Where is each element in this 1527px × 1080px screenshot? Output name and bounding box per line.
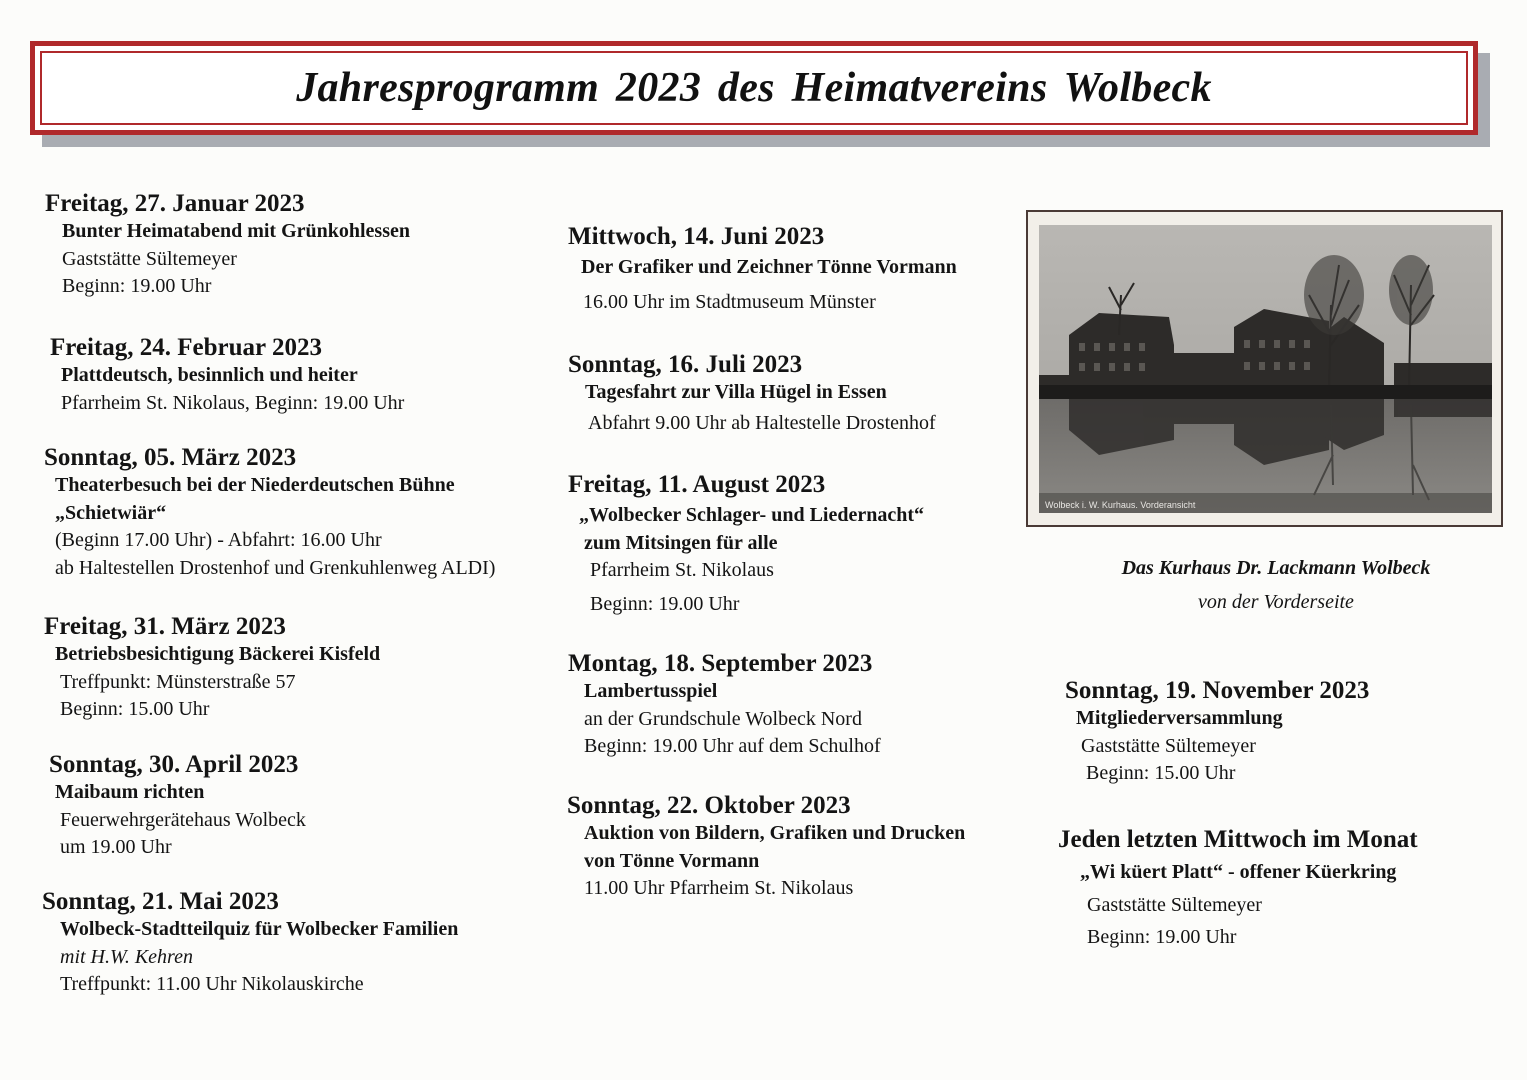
event-title: „Wolbecker Schlager- und Liedernacht“ <box>579 504 924 526</box>
photo-caption-subtitle: von der Vorderseite <box>1198 591 1354 613</box>
event-location: Gaststätte Sültemeyer <box>1087 893 1262 916</box>
event-time: Beginn: 19.00 Uhr <box>1087 926 1237 948</box>
event-location: Feuerwehrgerätehaus Wolbeck <box>60 808 306 831</box>
event-date: Freitag, 27. Januar 2023 <box>45 190 305 217</box>
event-location: an der Grundschule Wolbeck Nord <box>584 707 862 730</box>
photo-caption-title: Das Kurhaus Dr. Lackmann Wolbeck <box>1121 557 1431 579</box>
event-location: 11.00 Uhr Pfarrheim St. Nikolaus <box>584 877 854 899</box>
event-time: Beginn: 19.00 Uhr <box>62 275 212 297</box>
event-title: Tagesfahrt zur Villa Hügel in Essen <box>585 381 887 403</box>
event-march-bakery <box>44 613 564 724</box>
event-july <box>568 351 1088 437</box>
event-location: Treffpunkt: 11.00 Uhr Nikolauskirche <box>60 973 364 995</box>
event-location: Treffpunkt: Münsterstraße 57 <box>60 670 296 693</box>
event-subtitle: „Schietwiär“ <box>55 501 167 524</box>
postcard-text: Wolbeck i. W. Kurhaus. Vorderansicht <box>1045 500 1196 510</box>
event-date: Sonntag, 21. Mai 2023 <box>42 888 279 915</box>
event-september <box>568 650 1088 761</box>
event-date: Freitag, 24. Februar 2023 <box>50 334 322 361</box>
event-june <box>568 223 1088 316</box>
event-location: Gaststätte Sültemeyer <box>62 247 237 270</box>
event-january <box>45 190 565 301</box>
event-date: Sonntag, 05. März 2023 <box>44 444 297 471</box>
event-date: Mittwoch, 14. Juni 2023 <box>568 223 825 250</box>
title-banner-inner <box>40 51 1468 125</box>
event-title: Der Grafiker und Zeichner Tönne Vormann <box>581 256 957 278</box>
event-time: Beginn: 15.00 Uhr <box>1086 762 1236 784</box>
event-october <box>567 792 1087 903</box>
event-february <box>50 334 570 417</box>
event-title: Bunter Heimatabend mit Grünkohlessen <box>62 220 410 242</box>
event-title: Plattdeutsch, besinnlich und heiter <box>61 364 358 386</box>
event-title: Wolbeck-Stadtteilquiz für Wolbecker Familien <box>60 918 459 940</box>
event-time: (Beginn 17.00 Uhr) - Abfahrt: 16.00 Uhr <box>55 529 382 551</box>
event-date: Jeden letzten Mittwoch im Monat <box>1058 826 1418 853</box>
event-march-theatre <box>44 444 564 582</box>
event-date: Sonntag, 19. November 2023 <box>1065 677 1370 704</box>
event-location: Pfarrheim St. Nikolaus, Beginn: 19.00 Uhr <box>61 391 405 414</box>
event-title: Betriebsbesichtigung Bäckerei Kisfeld <box>55 643 381 665</box>
event-location: 16.00 Uhr im Stadtmuseum Münster <box>583 290 876 313</box>
event-location: Pfarrheim St. Nikolaus <box>590 559 774 581</box>
event-time: Beginn: 19.00 Uhr <box>590 592 740 615</box>
event-location: Gaststätte Sültemeyer <box>1081 734 1256 757</box>
event-time: Beginn: 15.00 Uhr <box>60 698 210 720</box>
event-title: Auktion von Bildern, Grafiken und Drucken <box>584 822 966 844</box>
event-november <box>1065 677 1527 788</box>
event-location: ab Haltestellen Drostenhof und Grenkuhlenweg ALDI) <box>55 556 496 579</box>
event-august <box>568 471 1088 618</box>
title-banner <box>30 41 1478 135</box>
event-subtitle: zum Mitsingen für alle <box>584 531 778 554</box>
event-date: Sonntag, 16. Juli 2023 <box>568 351 803 378</box>
event-title: Theaterbesuch bei der Niederdeutschen Bühne <box>55 474 455 496</box>
page-title: Jahresprogramm 2023 des Heimatvereins Wolbeck <box>296 65 1212 111</box>
event-title: Lambertusspiel <box>584 680 718 702</box>
kurhaus-photo-image <box>1039 225 1492 513</box>
event-april <box>49 751 569 862</box>
event-time: Beginn: 19.00 Uhr auf dem Schulhof <box>584 735 881 757</box>
event-title: Mitgliederversammlung <box>1076 707 1283 729</box>
event-date: Sonntag, 30. April 2023 <box>49 751 299 778</box>
event-date: Freitag, 11. August 2023 <box>568 471 826 498</box>
event-subtitle: von Tönne Vormann <box>584 849 760 872</box>
event-title: „Wi küert Platt“ - offener Küerkring <box>1080 861 1397 883</box>
event-may <box>42 888 562 999</box>
event-date: Freitag, 31. März 2023 <box>44 613 286 640</box>
event-host: mit H.W. Kehren <box>60 945 193 968</box>
event-monthly-platt <box>1058 826 1527 952</box>
event-location: Abfahrt 9.00 Uhr ab Haltestelle Drostenhof <box>588 411 936 434</box>
event-time: um 19.00 Uhr <box>60 836 172 858</box>
event-date: Montag, 18. September 2023 <box>568 650 873 677</box>
kurhaus-photo <box>1026 210 1503 527</box>
event-date: Sonntag, 22. Oktober 2023 <box>567 792 851 819</box>
event-title: Maibaum richten <box>55 781 205 803</box>
